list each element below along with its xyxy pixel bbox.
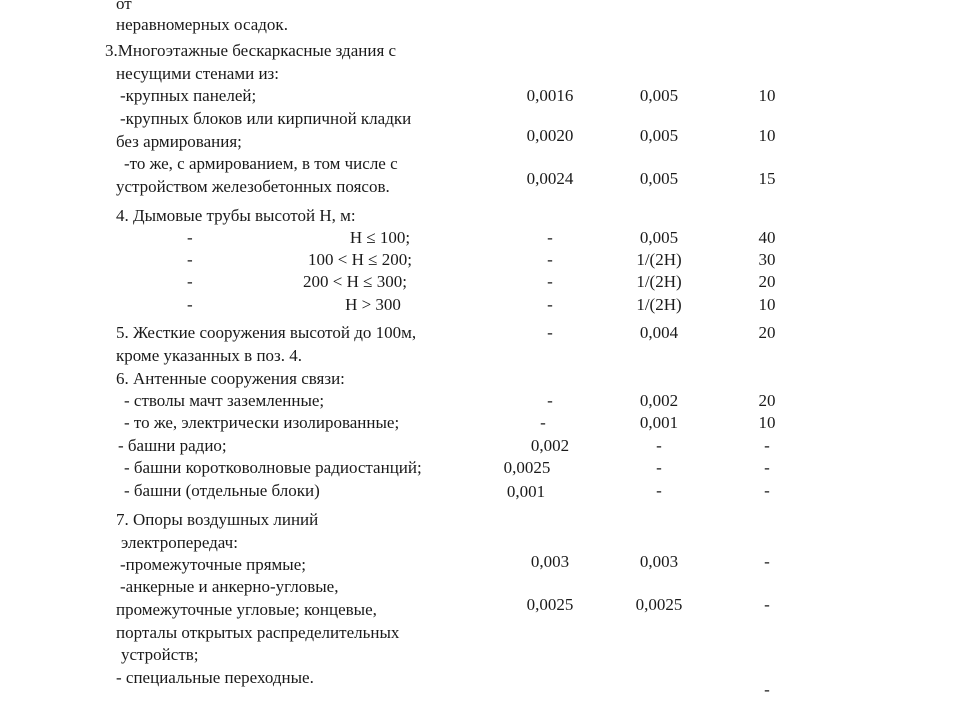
continued-text: от [116, 0, 132, 13]
value-col1: 0,0025 [526, 595, 574, 614]
value-col3: 40 [758, 228, 776, 247]
value-col3: 10 [758, 86, 776, 105]
value-col3: - [764, 481, 770, 500]
section-5-title-cont: кроме указанных в поз. 4. [116, 346, 303, 365]
value-col2: 0,003 [639, 552, 679, 571]
row-label: - башни радио; [118, 436, 227, 455]
value-col1: 0,001 [506, 482, 546, 501]
value-col1: - [547, 323, 553, 342]
row-dash: - [187, 295, 193, 314]
section-6-title: 6. Антенные сооружения связи: [116, 369, 345, 388]
value-col1: - [547, 228, 553, 247]
section-5-title: 5. Жесткие сооружения высотой до 100м, [116, 323, 417, 342]
value-col3: - [764, 458, 770, 477]
value-col3: 10 [758, 413, 776, 432]
row-label-cont: порталы открытых распределительных [116, 623, 400, 642]
height-condition: 100 < Н ≤ 200; [308, 250, 412, 269]
section-3-title: 3.Многоэтажные бескаркасные здания с [105, 41, 397, 60]
value-col1: 0,003 [530, 552, 570, 571]
value-col3: 20 [758, 272, 776, 291]
value-col2: 0,002 [639, 391, 679, 410]
value-col3: 15 [758, 169, 776, 188]
section-7-title: 7. Опоры воздушных линий [116, 510, 319, 529]
row-label: -анкерные и анкерно-угловые, [120, 577, 339, 596]
value-col2: 1/(2Н) [636, 295, 682, 314]
value-col3: 10 [758, 126, 776, 145]
row-label: - башни коротковолновые радиостанций; [124, 458, 422, 477]
value-col2: 0,005 [639, 86, 679, 105]
row-dash: - [187, 272, 193, 291]
value-col3: 10 [758, 295, 776, 314]
value-col2: 0,001 [639, 413, 679, 432]
row-label-cont: устройств; [121, 645, 199, 664]
value-col1: - [547, 272, 553, 291]
row-dash: - [187, 250, 193, 269]
value-col1: - [547, 250, 553, 269]
value-col1: - [547, 391, 553, 410]
value-col1: 0,002 [530, 436, 570, 455]
value-col1: - [540, 413, 546, 432]
value-col3: - [764, 680, 770, 699]
height-condition: Н > 300 [345, 295, 401, 314]
row-label: - то же, электрически изолированные; [124, 413, 400, 432]
row-label: - стволы мачт заземленные; [124, 391, 325, 410]
value-col3: 30 [758, 250, 776, 269]
value-col1: 0,0024 [526, 169, 574, 188]
value-col2: 0,004 [639, 323, 679, 342]
value-col3: - [764, 552, 770, 571]
row-label: - башни (отдельные блоки) [124, 481, 320, 500]
value-col3: - [764, 595, 770, 614]
value-col1: 0,0025 [503, 458, 551, 477]
value-col2: 1/(2Н) [636, 272, 682, 291]
value-col2: 1/(2Н) [636, 250, 682, 269]
section-7-title-cont: электропередач: [121, 533, 238, 552]
section-3-title-cont: несущими стенами из: [116, 64, 279, 83]
value-col2: 0,005 [639, 228, 679, 247]
value-col2: - [656, 436, 662, 455]
row-label: -то же, с армированием, в том числе с [124, 154, 398, 173]
value-col2: - [656, 481, 662, 500]
value-col1: - [547, 295, 553, 314]
value-col3: 20 [758, 391, 776, 410]
value-col2: 0,005 [639, 169, 679, 188]
section-4-title: 4. Дымовые трубы высотой Н, м: [116, 206, 356, 225]
row-label: -крупных панелей; [120, 86, 257, 105]
row-label-cont: без армирования; [116, 132, 242, 151]
height-condition: 200 < Н ≤ 300; [303, 272, 407, 291]
row-label-cont: промежуточные угловые; концевые, [116, 600, 377, 619]
value-col3: 20 [758, 323, 776, 342]
value-col3: - [764, 436, 770, 455]
row-label: - специальные переходные. [116, 668, 314, 687]
row-dash: - [187, 228, 193, 247]
value-col2: - [656, 458, 662, 477]
value-col2: 0,005 [639, 126, 679, 145]
continued-text: неравномерных осадок. [116, 15, 288, 34]
value-col1: 0,0020 [526, 126, 574, 145]
height-condition: Н ≤ 100; [349, 228, 411, 247]
value-col1: 0,0016 [526, 86, 574, 105]
row-label-cont: устройством железобетонных поясов. [116, 177, 390, 196]
row-label: -промежуточные прямые; [120, 555, 306, 574]
value-col2: 0,0025 [635, 595, 683, 614]
row-label: -крупных блоков или кирпичной кладки [120, 109, 412, 128]
